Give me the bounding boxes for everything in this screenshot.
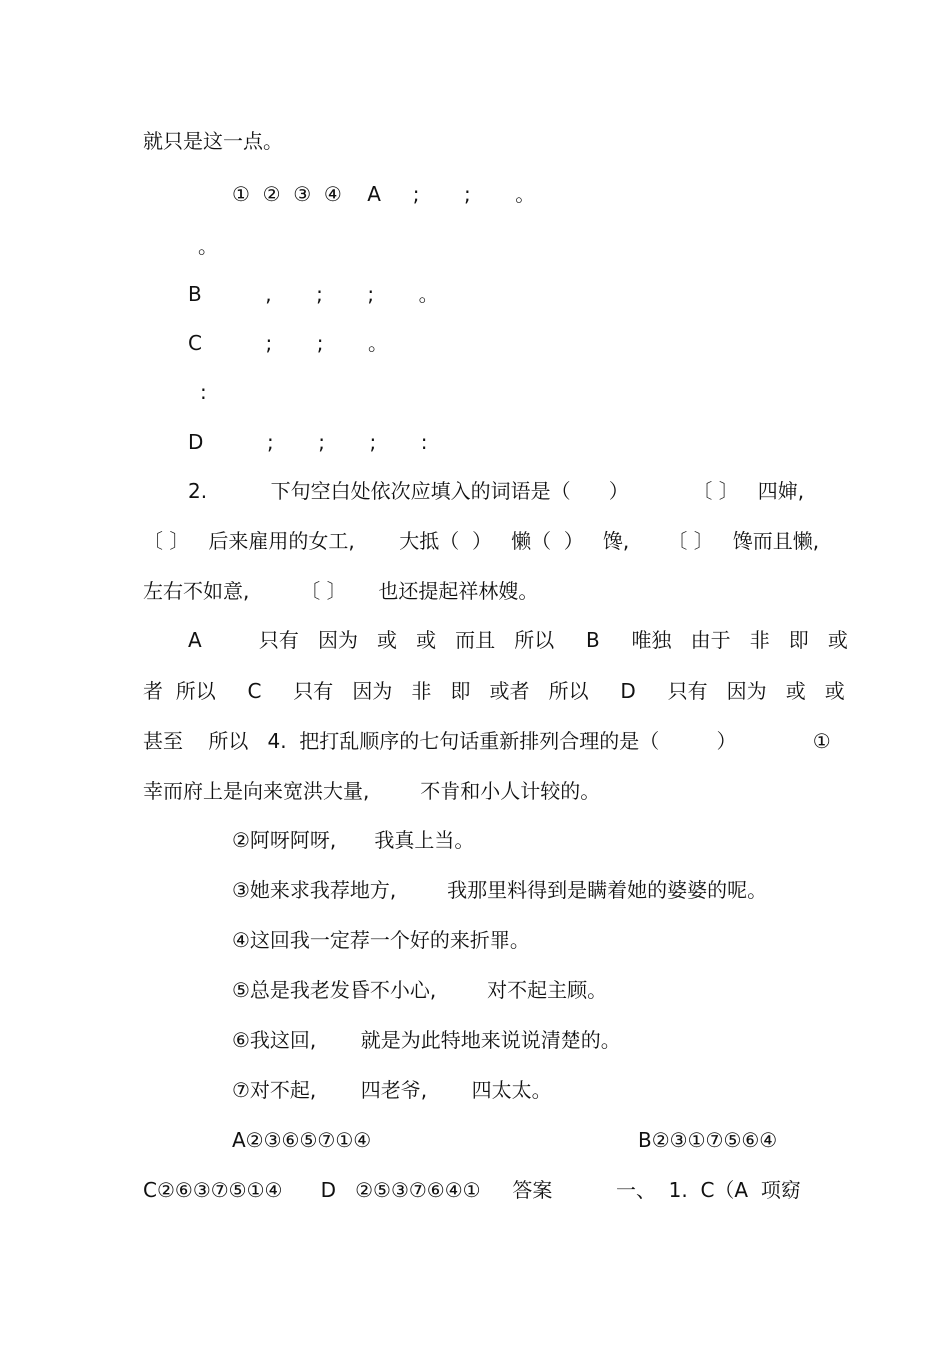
text-line-17: ④这回我一定荐一个好的来折罪。	[232, 928, 530, 952]
text-line-2: ① ② ③ ④ A ; ; 。	[232, 182, 536, 206]
text-line-12: 者 所以 C 只有 因为 非 即 或者 所以 D 只有 因为 或 或	[143, 679, 845, 703]
text-line-1: 就只是这一点。	[143, 129, 283, 153]
text-line-19: ⑥我这回, 就是为此特地来说说清楚的。	[232, 1028, 621, 1052]
text-line-10: 左右不如意, 〔 〕 也还提起祥林嫂。	[143, 579, 539, 603]
text-line-21: A②③⑥⑤⑦①④	[232, 1128, 372, 1152]
text-line-4: B , ; ; 。	[188, 282, 439, 306]
text-line-15: ②阿呀阿呀, 我真上当。	[232, 828, 475, 852]
text-line-16: ③她来求我荐地方, 我那里料得到是瞒着她的婆婆的呢。	[232, 878, 768, 902]
text-line-14: 幸而府上是向来宽洪大量, 不肯和小人计较的。	[143, 779, 601, 803]
text-line-20: ⑦对不起, 四老爷, 四太太。	[232, 1078, 552, 1102]
text-line-11: A 只有 因为 或 或 而且 所以 B 唯独 由于 非 即 或	[188, 628, 848, 652]
text-line-8: 2. 下句空白处依次应填入的词语是（ ） 〔 〕 四婶,	[188, 479, 805, 503]
text-line-22: B②③①⑦⑤⑥④	[638, 1128, 778, 1152]
text-line-5: C ; ; 。	[188, 331, 389, 355]
text-line-13: 甚至 所以 4. 把打乱顺序的七句话重新排列合理的是（ ） ①	[143, 729, 831, 753]
text-line-9: 〔 〕 后来雇用的女工, 大抵（ ） 懒（ ） 馋, 〔 〕 馋而且懒,	[143, 529, 820, 553]
text-line-6: :	[200, 380, 207, 404]
text-line-18: ⑤总是我老发昏不小心, 对不起主顾。	[232, 978, 608, 1002]
text-line-3: 。	[198, 234, 218, 258]
text-line-23: C②⑥③⑦⑤①④ D ②⑤③⑦⑥④① 答案 一、 1. C（A 项窈	[143, 1178, 801, 1202]
text-line-7: D ; ; ; :	[188, 430, 428, 454]
